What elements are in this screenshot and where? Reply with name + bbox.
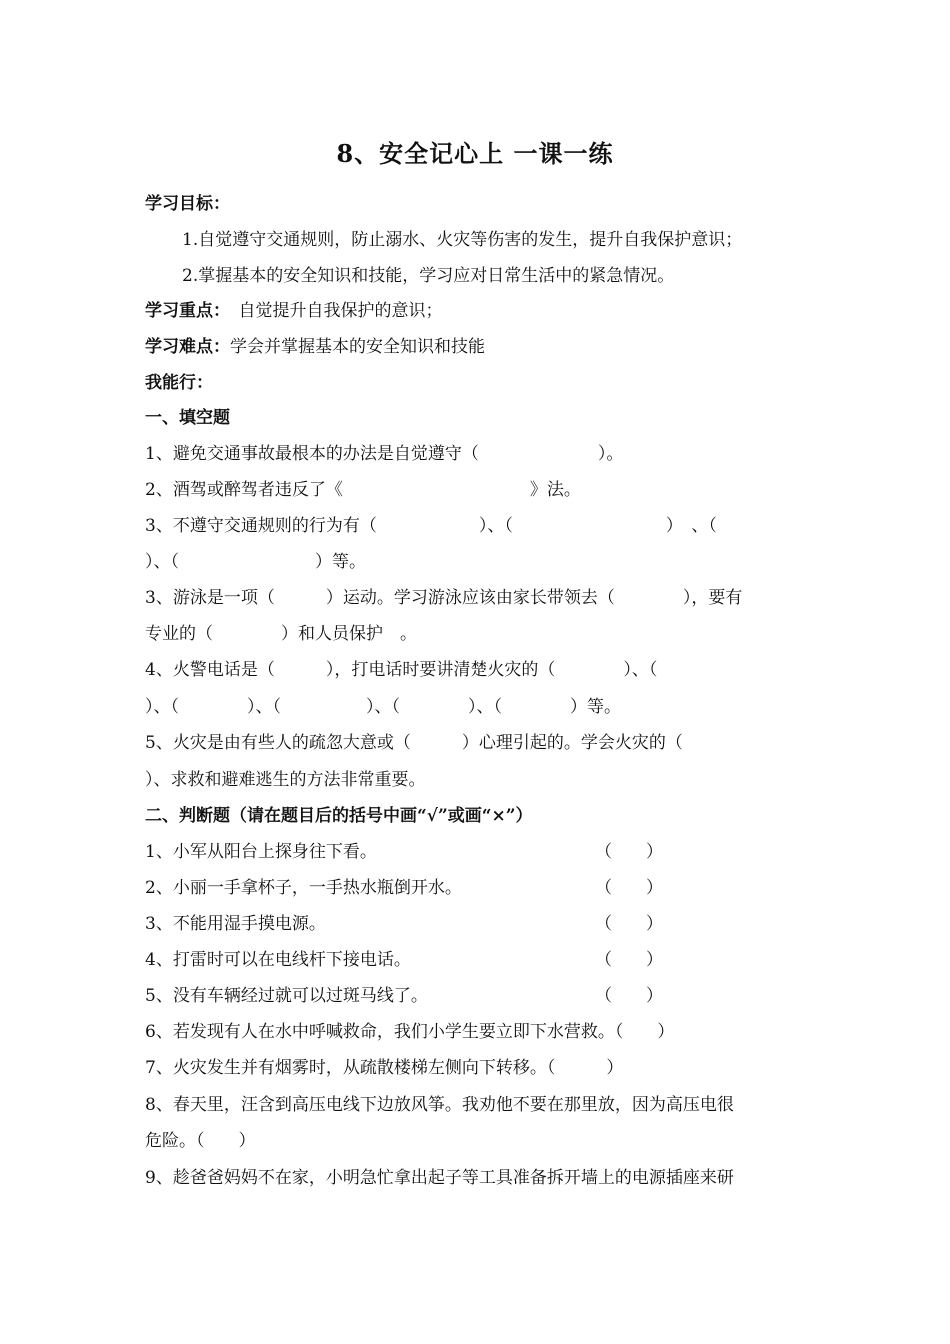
judge-row [145, 984, 810, 1008]
judge-line: 7、火灾发生并有烟雾时，从疏散楼梯左侧向下转移。（ ） [145, 1058, 624, 1078]
judge-question: 4、打雷时可以在电线杆下接电话。 [145, 950, 411, 970]
fill-line: 1、避免交通事故最根本的办法是自觉遵守（ ）。 [145, 444, 624, 464]
fill-heading: 一、填空题 [145, 408, 230, 428]
fill-line: ）、求救和避难逃生的方法非常重要。 [145, 770, 426, 790]
goals-heading: 学习目标： [145, 194, 230, 214]
goal-item-2: 2.掌握基本的安全知识和技能，学习应对日常生活中的紧急情况。 [182, 266, 675, 286]
judge-row [145, 840, 810, 864]
fill-line: 5、火灾是由有些人的疏忽大意或（ ）心理引起的。学会火灾的（ [145, 733, 683, 753]
answer-parentheses: （ ） [595, 986, 663, 1006]
judge-row [145, 912, 810, 936]
judge-question: 5、没有车辆经过就可以过斑马线了。 [145, 986, 428, 1006]
judge-question: 3、不能用湿手摸电源。 [145, 914, 326, 934]
fill-line: ）、（ ）等。 [145, 552, 366, 572]
answer-parentheses: （ ） [595, 950, 663, 970]
answer-parentheses: （ ） [595, 878, 663, 898]
difficulty [145, 335, 810, 359]
judge-row [145, 876, 810, 900]
fill-line: 4、火警电话是（ ），打电话时要讲清楚火灾的（ ）、（ [145, 660, 658, 680]
judge-question: 2、小丽一手拿杯子，一手热水瓶倒开水。 [145, 878, 462, 898]
fill-line: 2、酒驾或醉驾者违反了《 》法。 [145, 480, 581, 500]
fill-line: ）、（ ）、（ ）、（ ）、（ ）等。 [145, 697, 621, 717]
fill-line: 3、不遵守交通规则的行为有（ ）、（ ） 、（ [145, 516, 717, 536]
can-do-heading: 我能行： [145, 373, 213, 393]
key-point-text: 自觉提升自我保护的意识； [221, 301, 443, 321]
judge-line: 9、趁爸爸妈妈不在家，小明急忙拿出起子等工具准备拆开墙上的电源插座来研 [145, 1168, 734, 1188]
judge-line: 6、若发现有人在水中呼喊救命，我们小学生要立即下水营救。（ ） [145, 1022, 675, 1042]
judge-heading: 二、判断题（请在题目后的括号中画“√”或画“×”） [145, 806, 533, 826]
difficulty-text: 学会并掌握基本的安全知识和技能 [230, 337, 485, 357]
judge-line: 8、春天里，汪含到高压电线下边放风筝。我劝他不要在那里放，因为高压电很 [145, 1095, 734, 1115]
goal-item-1: 1.自觉遵守交通规则，防止溺水、火灾等伤害的发生，提升自我保护意识； [182, 230, 743, 250]
answer-parentheses: （ ） [595, 842, 663, 862]
answer-parentheses: （ ） [595, 914, 663, 934]
page-title: 8、安全记心上 一课一练 [336, 139, 614, 168]
judge-row [145, 948, 810, 972]
fill-line: 3、游泳是一项（ ）运动。学习游泳应该由家长带领去（ ），要有 [145, 588, 743, 608]
key-point [145, 299, 810, 323]
fill-line: 专业的（ ）和人员保护 。 [145, 624, 417, 644]
judge-question: 1、小军从阳台上探身往下看。 [145, 842, 377, 862]
judge-line: 危险。（ ） [145, 1131, 256, 1151]
difficulty-label: 学习难点： [145, 337, 230, 357]
key-point-label: 学习重点： [145, 301, 222, 321]
